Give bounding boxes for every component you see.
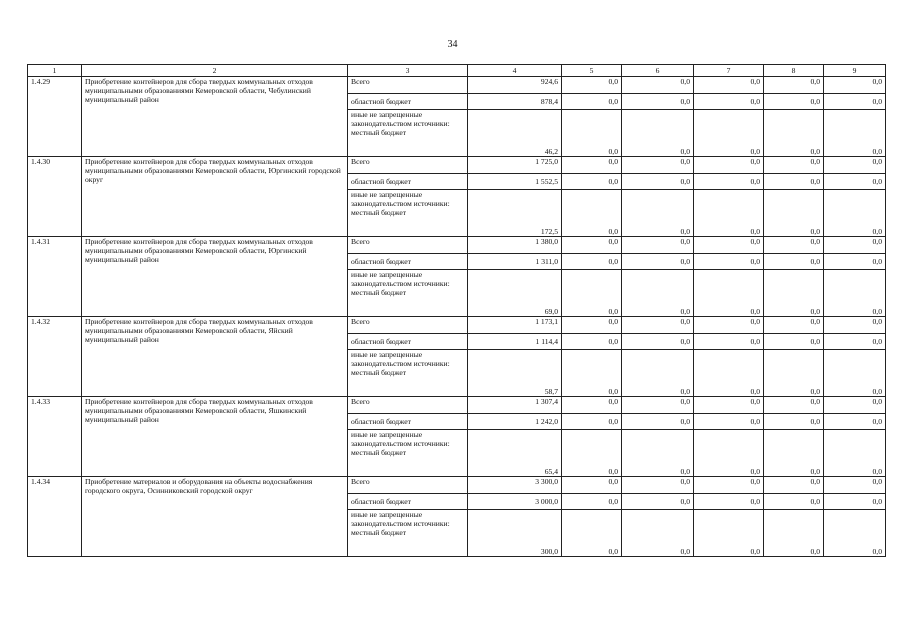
value-cell: 0,0 xyxy=(562,317,622,334)
value-cell: 0,0 xyxy=(622,430,694,477)
value-cell: 0,0 xyxy=(694,237,764,254)
value-cell: 0,0 xyxy=(622,317,694,334)
value-cell: 0,0 xyxy=(622,190,694,237)
page-number: 34 xyxy=(447,39,458,50)
value-cell: 3 300,0 xyxy=(468,477,562,494)
column-number-row xyxy=(28,65,886,77)
value-cell: 0,0 xyxy=(562,237,622,254)
value-cell: 0,0 xyxy=(562,494,622,510)
value-cell: 0,0 xyxy=(622,414,694,430)
row-id: 1.4.34 xyxy=(28,477,82,557)
column-number: 3 xyxy=(348,65,468,77)
source-label: иные не запрещенные законодательством источники: xyxy=(351,510,450,528)
value-cell: 0,0 xyxy=(562,430,622,477)
value-cell: 0,0 xyxy=(824,510,886,557)
source-label-group xyxy=(348,350,468,397)
value-cell: 0,0 xyxy=(824,157,886,174)
value-cell: 0,0 xyxy=(562,510,622,557)
value-cell: 0,0 xyxy=(824,77,886,94)
row-name: Приобретение контейнеров для сбора твердых коммунальных отходов муниципальными образованиями Кемеровской области, Юргинский муниципальный район xyxy=(82,237,348,317)
value-cell: 0,0 xyxy=(622,510,694,557)
column-number: 1 xyxy=(28,65,82,77)
value-cell: 0,0 xyxy=(824,477,886,494)
value-cell: 0,0 xyxy=(694,110,764,157)
value-cell: 0,0 xyxy=(622,110,694,157)
value-cell: 0,0 xyxy=(824,397,886,414)
value-cell: 0,0 xyxy=(764,350,824,397)
value-cell: 0,0 xyxy=(694,94,764,110)
source-label: Всего xyxy=(348,397,468,414)
value-cell: 0,0 xyxy=(764,110,824,157)
column-number: 2 xyxy=(82,65,348,77)
value-cell: 0,0 xyxy=(764,317,824,334)
value-cell: 0,0 xyxy=(622,157,694,174)
value-cell: 0,0 xyxy=(622,477,694,494)
value-cell: 0,0 xyxy=(764,510,824,557)
column-number: 5 xyxy=(562,65,622,77)
source-label: местный бюджет xyxy=(351,368,407,377)
source-label: областной бюджет xyxy=(348,174,468,190)
value-cell: 0,0 xyxy=(562,110,622,157)
value-cell: 0,0 xyxy=(562,397,622,414)
value-cell: 0,0 xyxy=(764,77,824,94)
value-cell: 0,0 xyxy=(622,237,694,254)
value-cell: 1 114,4 xyxy=(468,334,562,350)
source-label: областной бюджет xyxy=(348,94,468,110)
value-cell: 0,0 xyxy=(824,190,886,237)
source-label: местный бюджет xyxy=(351,528,407,537)
source-label: областной бюджет xyxy=(348,254,468,270)
source-label: иные не запрещенные законодательством источники: xyxy=(351,270,450,288)
table-row xyxy=(28,237,886,254)
source-label: местный бюджет xyxy=(351,448,407,457)
value-cell: 1 380,0 xyxy=(468,237,562,254)
value-cell: 0,0 xyxy=(764,397,824,414)
value-cell: 172,5 xyxy=(468,190,562,237)
value-cell: 0,0 xyxy=(562,77,622,94)
value-cell: 0,0 xyxy=(764,94,824,110)
value-cell: 0,0 xyxy=(824,414,886,430)
value-cell: 0,0 xyxy=(764,334,824,350)
column-number: 4 xyxy=(468,65,562,77)
source-label-group xyxy=(348,430,468,477)
source-label: областной бюджет xyxy=(348,494,468,510)
column-number: 6 xyxy=(622,65,694,77)
value-cell: 0,0 xyxy=(562,254,622,270)
value-cell: 0,0 xyxy=(622,350,694,397)
value-cell: 69,0 xyxy=(468,270,562,317)
value-cell: 0,0 xyxy=(622,174,694,190)
value-cell: 65,4 xyxy=(468,430,562,477)
value-cell: 0,0 xyxy=(694,317,764,334)
source-label: иные не запрещенные законодательством источники: xyxy=(351,430,450,448)
table-row xyxy=(28,77,886,94)
source-label-group xyxy=(348,510,468,557)
value-cell: 0,0 xyxy=(694,414,764,430)
value-cell: 0,0 xyxy=(562,477,622,494)
source-label: Всего xyxy=(348,157,468,174)
value-cell: 0,0 xyxy=(824,270,886,317)
value-cell: 0,0 xyxy=(764,477,824,494)
row-name: Приобретение материалов и оборудования на объекты водоснабжения городского округа, Осинниковский городской округ xyxy=(82,477,348,557)
value-cell: 58,7 xyxy=(468,350,562,397)
value-cell: 300,0 xyxy=(468,510,562,557)
source-label: областной бюджет xyxy=(348,334,468,350)
value-cell: 0,0 xyxy=(694,350,764,397)
value-cell: 0,0 xyxy=(824,334,886,350)
value-cell: 0,0 xyxy=(824,110,886,157)
value-cell: 0,0 xyxy=(764,494,824,510)
value-cell: 1 307,4 xyxy=(468,397,562,414)
row-id: 1.4.30 xyxy=(28,157,82,237)
value-cell: 0,0 xyxy=(694,190,764,237)
value-cell: 0,0 xyxy=(694,77,764,94)
value-cell: 0,0 xyxy=(764,430,824,477)
value-cell: 0,0 xyxy=(824,317,886,334)
budget-table xyxy=(27,64,886,557)
value-cell: 1 311,0 xyxy=(468,254,562,270)
row-id: 1.4.31 xyxy=(28,237,82,317)
value-cell: 0,0 xyxy=(694,254,764,270)
row-name: Приобретение контейнеров для сбора твердых коммунальных отходов муниципальными образованиями Кемеровской области, Яйский муниципальный район xyxy=(82,317,348,397)
value-cell: 0,0 xyxy=(622,270,694,317)
value-cell: 0,0 xyxy=(764,174,824,190)
value-cell: 0,0 xyxy=(824,430,886,477)
value-cell: 0,0 xyxy=(694,334,764,350)
value-cell: 1 242,0 xyxy=(468,414,562,430)
value-cell: 1 725,0 xyxy=(468,157,562,174)
value-cell: 0,0 xyxy=(694,397,764,414)
value-cell: 0,0 xyxy=(562,270,622,317)
value-cell: 0,0 xyxy=(824,350,886,397)
source-label-group xyxy=(348,110,468,157)
value-cell: 0,0 xyxy=(562,350,622,397)
value-cell: 0,0 xyxy=(694,510,764,557)
source-label: Всего xyxy=(348,237,468,254)
value-cell: 0,0 xyxy=(562,334,622,350)
value-cell: 0,0 xyxy=(562,174,622,190)
value-cell: 1 173,1 xyxy=(468,317,562,334)
row-name: Приобретение контейнеров для сбора твердых коммунальных отходов муниципальными образованиями Кемеровской области, Юргинский городской округ xyxy=(82,157,348,237)
table-row xyxy=(28,157,886,174)
source-label: иные не запрещенные законодательством источники: xyxy=(351,350,450,368)
table-row xyxy=(28,477,886,494)
value-cell: 0,0 xyxy=(764,190,824,237)
source-label: Всего xyxy=(348,77,468,94)
value-cell: 0,0 xyxy=(622,94,694,110)
value-cell: 0,0 xyxy=(694,270,764,317)
source-label: иные не запрещенные законодательством источники: xyxy=(351,110,450,128)
value-cell: 0,0 xyxy=(824,254,886,270)
value-cell: 0,0 xyxy=(764,157,824,174)
value-cell: 1 552,5 xyxy=(468,174,562,190)
value-cell: 0,0 xyxy=(622,494,694,510)
value-cell: 0,0 xyxy=(824,494,886,510)
column-number: 9 xyxy=(824,65,886,77)
source-label-group xyxy=(348,270,468,317)
value-cell: 0,0 xyxy=(562,414,622,430)
value-cell: 0,0 xyxy=(622,77,694,94)
value-cell: 0,0 xyxy=(562,190,622,237)
source-label: иные не запрещенные законодательством источники: xyxy=(351,190,450,208)
value-cell: 0,0 xyxy=(694,430,764,477)
row-name: Приобретение контейнеров для сбора твердых коммунальных отходов муниципальными образованиями Кемеровской области, Яшкинский муниципальный район xyxy=(82,397,348,477)
value-cell: 0,0 xyxy=(562,157,622,174)
row-id: 1.4.33 xyxy=(28,397,82,477)
value-cell: 924,6 xyxy=(468,77,562,94)
source-label: областной бюджет xyxy=(348,414,468,430)
column-number: 7 xyxy=(694,65,764,77)
value-cell: 0,0 xyxy=(694,494,764,510)
value-cell: 0,0 xyxy=(824,174,886,190)
value-cell: 0,0 xyxy=(622,334,694,350)
value-cell: 0,0 xyxy=(622,397,694,414)
value-cell: 878,4 xyxy=(468,94,562,110)
value-cell: 3 000,0 xyxy=(468,494,562,510)
value-cell: 0,0 xyxy=(694,157,764,174)
value-cell: 46,2 xyxy=(468,110,562,157)
row-id: 1.4.29 xyxy=(28,77,82,157)
row-id: 1.4.32 xyxy=(28,317,82,397)
source-label: местный бюджет xyxy=(351,288,407,297)
source-label: местный бюджет xyxy=(351,128,407,137)
table-row xyxy=(28,397,886,414)
value-cell: 0,0 xyxy=(824,237,886,254)
table-row xyxy=(28,317,886,334)
value-cell: 0,0 xyxy=(764,270,824,317)
row-name: Приобретение контейнеров для сбора твердых коммунальных отходов муниципальными образованиями Кемеровской области, Чебулинский муниципальный район xyxy=(82,77,348,157)
source-label: местный бюджет xyxy=(351,208,407,217)
value-cell: 0,0 xyxy=(622,254,694,270)
value-cell: 0,0 xyxy=(694,174,764,190)
value-cell: 0,0 xyxy=(562,94,622,110)
value-cell: 0,0 xyxy=(764,237,824,254)
source-label: Всего xyxy=(348,317,468,334)
value-cell: 0,0 xyxy=(694,477,764,494)
source-label: Всего xyxy=(348,477,468,494)
value-cell: 0,0 xyxy=(764,254,824,270)
value-cell: 0,0 xyxy=(764,414,824,430)
column-number: 8 xyxy=(764,65,824,77)
value-cell: 0,0 xyxy=(824,94,886,110)
source-label-group xyxy=(348,190,468,237)
